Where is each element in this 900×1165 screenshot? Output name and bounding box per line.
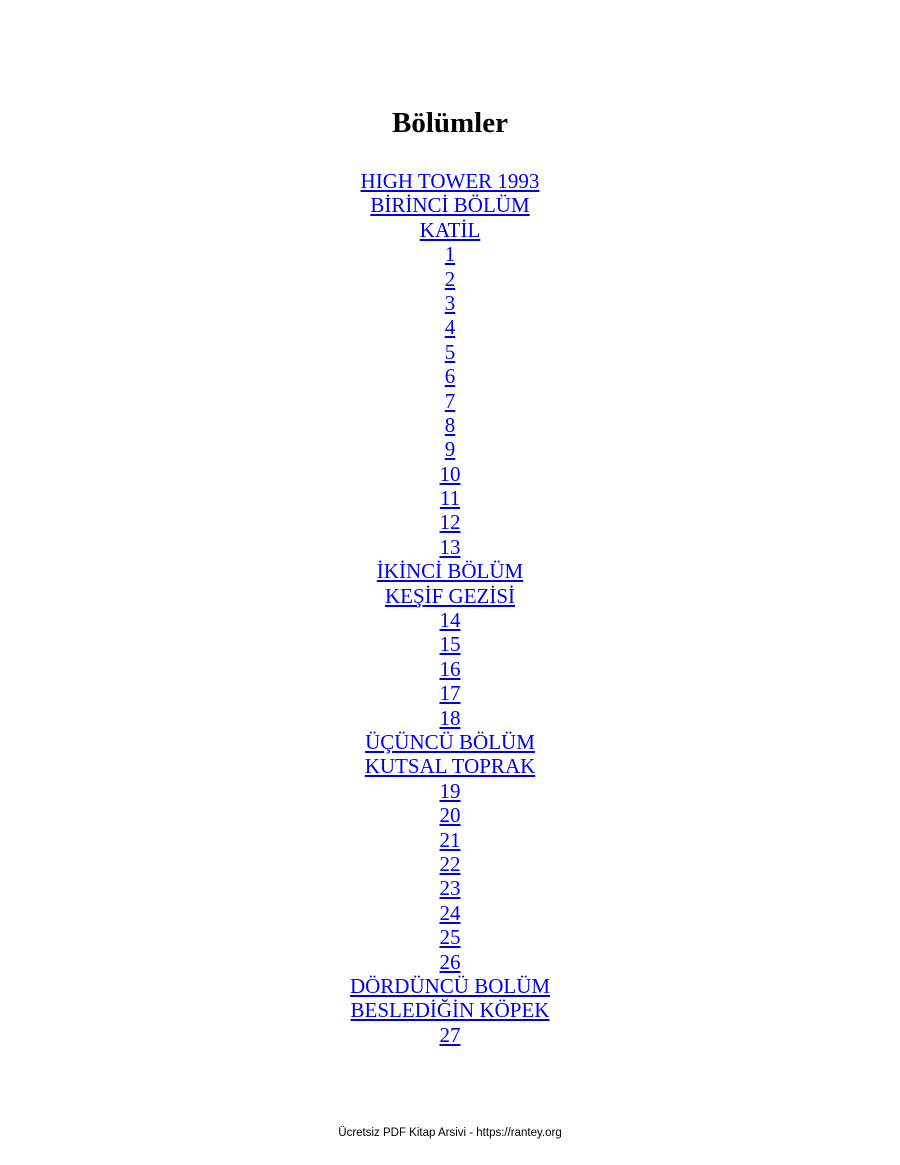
toc-link[interactable]: HIGH TOWER 1993: [360, 169, 540, 193]
toc-item: [0, 535, 900, 559]
toc-link[interactable]: 15: [439, 632, 461, 657]
toc-link[interactable]: 21: [439, 827, 461, 852]
toc-item: [0, 730, 900, 754]
toc-link[interactable]: KUTSAL TOPRAK: [364, 754, 536, 779]
toc-item: [0, 901, 900, 925]
toc-link[interactable]: DÖRDÜNCÜ BOLÜM: [349, 973, 551, 998]
toc-item: [0, 1023, 900, 1047]
toc-link[interactable]: BİRİNCİ BÖLÜM: [370, 193, 530, 218]
toc-item: [0, 852, 900, 876]
toc-item: [0, 779, 900, 803]
toc-link[interactable]: 26: [439, 949, 461, 974]
toc-link[interactable]: 27: [439, 1022, 461, 1047]
toc-item: [0, 803, 900, 827]
toc-item: [0, 998, 900, 1022]
toc-link[interactable]: 2: [444, 266, 456, 291]
toc-link[interactable]: 10: [439, 461, 461, 486]
toc-item: [0, 632, 900, 656]
toc-item: [0, 413, 900, 437]
toc-link[interactable]: KATİL: [419, 217, 481, 242]
toc-link[interactable]: 14: [439, 608, 461, 633]
toc-item: [0, 608, 900, 632]
table-of-contents: [0, 169, 900, 1047]
page-footer: Ücretsiz PDF Kitap Arsivi - https://rantey.org: [338, 1127, 562, 1139]
toc-item: [0, 657, 900, 681]
toc-item: [0, 462, 900, 486]
toc-item: [0, 315, 900, 339]
toc-item: [0, 559, 900, 583]
toc-link[interactable]: 7: [444, 388, 456, 413]
toc-item: [0, 974, 900, 998]
toc-link[interactable]: 3: [444, 290, 456, 315]
toc-item: [0, 364, 900, 388]
page-title: Bölümler: [392, 107, 508, 139]
toc-item: [0, 681, 900, 705]
toc-link[interactable]: 25: [439, 925, 461, 950]
toc-item: [0, 706, 900, 730]
toc-item: [0, 925, 900, 949]
toc-link[interactable]: 1: [444, 242, 456, 267]
toc-item: [0, 510, 900, 534]
toc-link[interactable]: 6: [444, 364, 456, 389]
toc-link[interactable]: 9: [444, 437, 456, 462]
toc-item: [0, 218, 900, 242]
toc-item: [0, 486, 900, 510]
toc-link[interactable]: 23: [439, 876, 461, 901]
toc-item: [0, 267, 900, 291]
toc-item: [0, 389, 900, 413]
toc-item: [0, 242, 900, 266]
toc-link[interactable]: 24: [439, 900, 461, 925]
toc-link[interactable]: KEŞİF GEZİSİ: [384, 583, 516, 608]
toc-item: [0, 291, 900, 315]
toc-item: [0, 584, 900, 608]
toc-item: [0, 754, 900, 778]
toc-link[interactable]: ÜÇÜNCÜ BÖLÜM: [365, 729, 535, 754]
toc-link[interactable]: 18: [439, 705, 461, 730]
toc-link[interactable]: BESLEDİĞİN KÖPEK: [350, 998, 550, 1023]
toc-link[interactable]: 17: [439, 681, 461, 706]
toc-link[interactable]: 19: [439, 778, 461, 803]
toc-item: [0, 950, 900, 974]
toc-item: [0, 437, 900, 461]
toc-link[interactable]: 20: [439, 803, 461, 828]
toc-link[interactable]: 5: [444, 339, 456, 364]
toc-link[interactable]: 16: [439, 656, 461, 681]
toc-item: [0, 828, 900, 852]
toc-link[interactable]: 11: [439, 486, 461, 511]
toc-item: [0, 876, 900, 900]
toc-link[interactable]: 22: [439, 851, 461, 876]
toc-link[interactable]: 8: [444, 412, 456, 437]
toc-item: [0, 169, 900, 193]
toc-link[interactable]: 13: [439, 534, 461, 559]
toc-item: [0, 340, 900, 364]
toc-link[interactable]: İKİNCİ BÖLÜM: [376, 559, 524, 584]
toc-link[interactable]: 4: [444, 315, 456, 340]
toc-item: [0, 193, 900, 217]
toc-link[interactable]: 12: [439, 510, 461, 535]
